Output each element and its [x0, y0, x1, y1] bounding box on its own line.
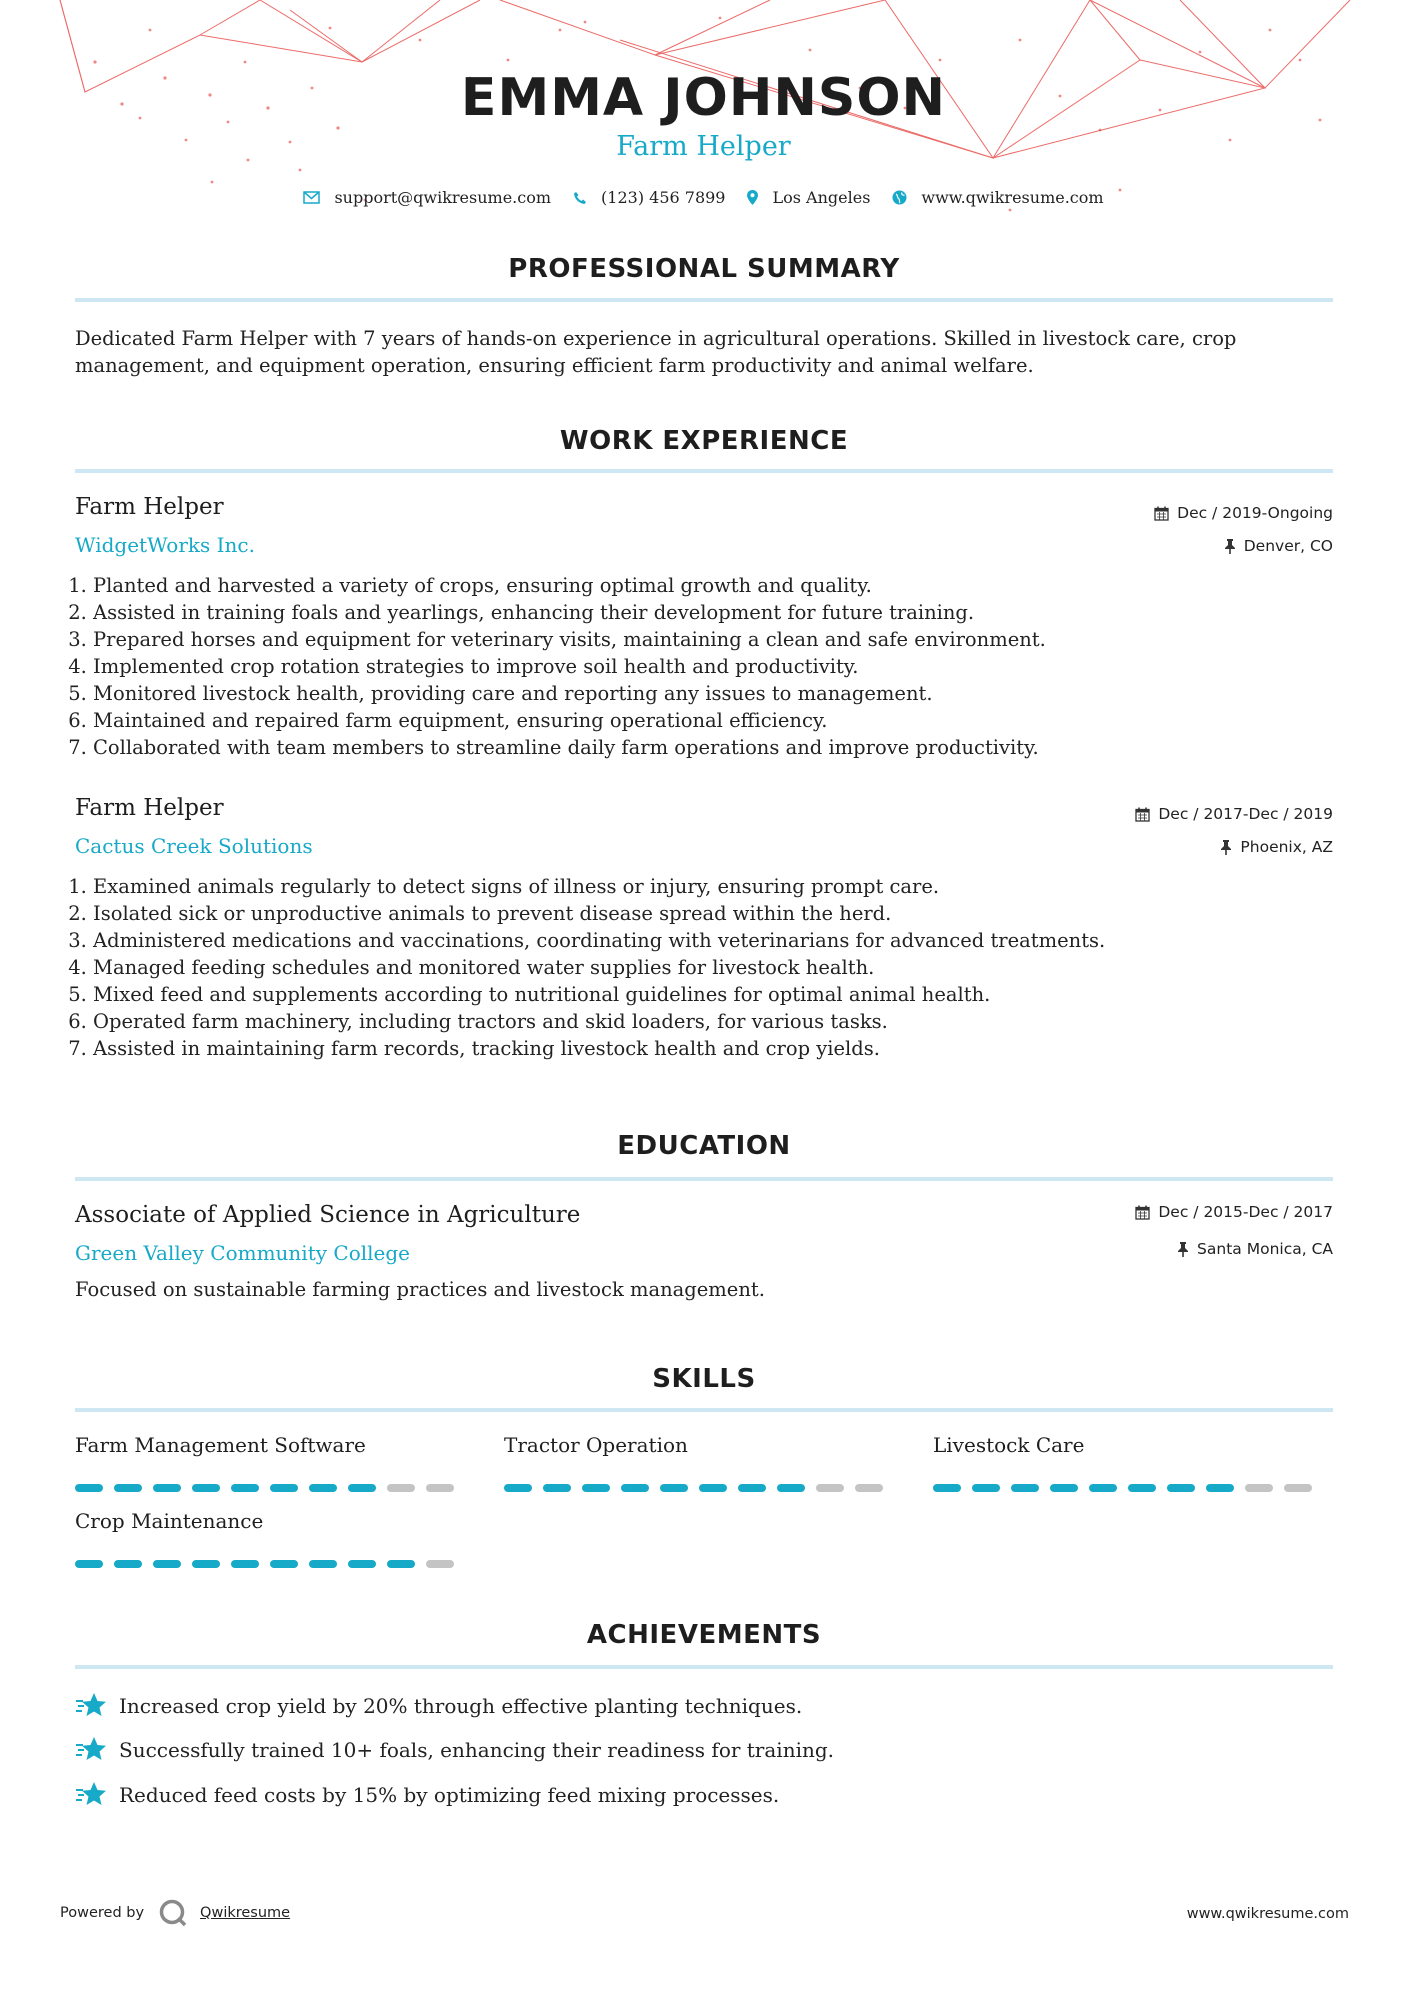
job-location	[1224, 537, 1333, 555]
achievement-item	[75, 1781, 779, 1809]
section-divider	[75, 1408, 1333, 1412]
skill-dash-filled	[192, 1484, 220, 1492]
job-location-text: Denver, CO	[1243, 537, 1333, 555]
skill-dash-empty	[855, 1484, 883, 1492]
education-heading: EDUCATION	[617, 1131, 791, 1161]
phone-text: (123) 456 7899	[601, 188, 726, 207]
calendar-icon	[1135, 807, 1150, 822]
contact-location	[747, 188, 870, 207]
footer-website[interactable]: www.qwikresume.com	[1186, 1906, 1349, 1922]
skill-dash-filled	[660, 1484, 688, 1492]
skill-dash-filled	[504, 1484, 532, 1492]
skill-dash-filled	[1206, 1484, 1234, 1492]
star-icon	[75, 1781, 107, 1809]
list-item: 4. Managed feeding schedules and monitored water supplies for livestock health.	[93, 954, 1293, 981]
section-divider	[75, 469, 1333, 473]
achievements-heading: ACHIEVEMENTS	[586, 1620, 822, 1650]
skill-name: Crop Maintenance	[75, 1509, 264, 1533]
skills-heading: SKILLS	[652, 1364, 756, 1394]
job-title: Farm Helper	[75, 494, 224, 520]
pushpin-icon	[1224, 539, 1236, 554]
summary-heading: PROFESSIONAL SUMMARY	[508, 254, 900, 284]
skill-dash-filled	[153, 1560, 181, 1568]
skill-dash-filled	[348, 1560, 376, 1568]
job-company: WidgetWorks Inc.	[75, 533, 255, 557]
job-company: Cactus Creek Solutions	[75, 834, 313, 858]
education-location-text: Santa Monica, CA	[1197, 1240, 1333, 1258]
skill-dash-filled	[309, 1560, 337, 1568]
skill-dash-filled	[1011, 1484, 1039, 1492]
education-dates-text: Dec / 2015-Dec / 2017	[1158, 1203, 1333, 1221]
job-dates	[1135, 805, 1333, 823]
list-item: 7. Assisted in maintaining farm records, tracking livestock health and crop yields.	[93, 1035, 1293, 1062]
education-location	[1177, 1240, 1333, 1258]
job-location	[1220, 838, 1333, 856]
achievement-item	[75, 1692, 802, 1720]
job-dates-text: Dec / 2019-Ongoing	[1177, 504, 1333, 522]
globe-icon	[892, 190, 907, 205]
skill-level-meter	[75, 1484, 465, 1492]
skill-dash-filled	[1167, 1484, 1195, 1492]
list-item: 2. Isolated sick or unproductive animals to prevent disease spread within the herd.	[93, 900, 1293, 927]
list-item: 7. Collaborated with team members to streamline daily farm operations and improve productivity.	[93, 734, 1293, 761]
footer-powered-by	[60, 1898, 290, 1928]
skill-name: Livestock Care	[933, 1433, 1085, 1457]
job-location-text: Phoenix, AZ	[1240, 838, 1333, 856]
skill-dash-filled	[348, 1484, 376, 1492]
skill-dash-filled	[75, 1560, 103, 1568]
achievement-text: Reduced feed costs by 15% by optimizing feed mixing processes.	[119, 1783, 780, 1807]
location-text: Los Angeles	[772, 188, 871, 207]
candidate-name: EMMA JOHNSON	[460, 68, 947, 128]
skill-dash-filled	[114, 1484, 142, 1492]
education-description: Focused on sustainable farming practices and livestock management.	[75, 1278, 765, 1301]
section-divider	[75, 1665, 1333, 1669]
website-text: www.qwikresume.com	[921, 188, 1104, 207]
achievement-text: Successfully trained 10+ foals, enhancing their readiness for training.	[119, 1738, 835, 1762]
skill-level-meter	[504, 1484, 894, 1492]
candidate-role: Farm Helper	[616, 131, 791, 163]
section-divider	[75, 298, 1333, 302]
list-item: 5. Monitored livestock health, providing care and reporting any issues to management.	[93, 680, 1293, 707]
section-divider	[75, 1177, 1333, 1181]
skill-level-meter	[933, 1484, 1323, 1492]
skill-dash-filled	[582, 1484, 610, 1492]
skill-dash-filled	[972, 1484, 1000, 1492]
achievement-item	[75, 1736, 834, 1764]
email-text: support@qwikresume.com	[334, 188, 552, 207]
skill-dash-filled	[309, 1484, 337, 1492]
education-dates	[1135, 1203, 1333, 1221]
skill-dash-empty	[1245, 1484, 1273, 1492]
skill-dash-empty	[387, 1484, 415, 1492]
skill-dash-filled	[114, 1560, 142, 1568]
powered-by-label: Powered by	[60, 1905, 145, 1921]
job-dates	[1154, 504, 1333, 522]
list-item: 5. Mixed feed and supplements according to nutritional guidelines for optimal animal health.	[93, 981, 1293, 1008]
skill-dash-empty	[1284, 1484, 1312, 1492]
skill-dash-filled	[192, 1560, 220, 1568]
skill-dash-filled	[153, 1484, 181, 1492]
achievement-text: Increased crop yield by 20% through effective planting techniques.	[119, 1694, 803, 1718]
phone-icon	[573, 191, 587, 205]
education-degree: Associate of Applied Science in Agriculture	[75, 1202, 581, 1228]
skill-dash-empty	[426, 1560, 454, 1568]
list-item: 3. Administered medications and vaccinations, coordinating with veterinarians for advanced treatments.	[93, 927, 1293, 954]
list-item: 2. Assisted in training foals and yearlings, enhancing their development for future training.	[93, 599, 1293, 626]
skill-level-meter	[75, 1560, 465, 1568]
qwikresume-link[interactable]: Qwikresume	[200, 1905, 291, 1921]
contact-bar	[0, 188, 1407, 207]
skill-dash-filled	[387, 1560, 415, 1568]
summary-text: Dedicated Farm Helper with 7 years of hands-on experience in agricultural operations. Skilled in livestock care, crop management, and equipment operation, ensuring efficient farm productivity and animal welfare.	[75, 327, 1237, 377]
skill-name: Tractor Operation	[504, 1433, 688, 1457]
star-icon	[75, 1692, 107, 1720]
skill-dash-filled	[75, 1484, 103, 1492]
education-school: Green Valley Community College	[75, 1241, 410, 1265]
list-item: 4. Implemented crop rotation strategies to improve soil health and productivity.	[93, 653, 1293, 680]
skill-dash-filled	[699, 1484, 727, 1492]
skill-dash-empty	[426, 1484, 454, 1492]
contact-website[interactable]	[892, 188, 1103, 207]
job-dates-text: Dec / 2017-Dec / 2019	[1158, 805, 1333, 823]
list-item: 3. Prepared horses and equipment for veterinary visits, maintaining a clean and safe environment.	[93, 626, 1293, 653]
list-item: 6. Maintained and repaired farm equipment, ensuring operational efficiency.	[93, 707, 1293, 734]
skill-dash-filled	[738, 1484, 766, 1492]
skill-dash-filled	[1050, 1484, 1078, 1492]
contact-phone[interactable]	[573, 188, 725, 207]
skill-dash-filled	[270, 1484, 298, 1492]
skill-dash-filled	[543, 1484, 571, 1492]
skill-dash-filled	[933, 1484, 961, 1492]
skill-dash-filled	[231, 1560, 259, 1568]
envelope-icon	[303, 191, 320, 204]
skill-name: Farm Management Software	[75, 1433, 366, 1457]
skill-dash-filled	[1089, 1484, 1117, 1492]
contact-email[interactable]	[303, 188, 551, 207]
calendar-icon	[1154, 506, 1169, 521]
resume-header	[0, 70, 1407, 162]
star-icon	[75, 1736, 107, 1764]
pushpin-icon	[1177, 1242, 1189, 1257]
skill-dash-filled	[1128, 1484, 1156, 1492]
calendar-icon	[1135, 1205, 1150, 1220]
list-item: 1. Examined animals regularly to detect signs of illness or injury, ensuring prompt care.	[93, 873, 1293, 900]
pushpin-icon	[1220, 840, 1232, 855]
job-bullets	[70, 572, 1293, 761]
skill-dash-filled	[231, 1484, 259, 1492]
qwikresume-logo-icon	[158, 1898, 188, 1928]
map-pin-icon	[747, 190, 758, 205]
job-bullets	[70, 873, 1293, 1062]
skill-dash-empty	[816, 1484, 844, 1492]
list-item: 1. Planted and harvested a variety of crops, ensuring optimal growth and quality.	[93, 572, 1293, 599]
experience-heading: WORK EXPERIENCE	[559, 426, 849, 456]
job-title: Farm Helper	[75, 795, 224, 821]
list-item: 6. Operated farm machinery, including tractors and skid loaders, for various tasks.	[93, 1008, 1293, 1035]
skill-dash-filled	[270, 1560, 298, 1568]
skill-dash-filled	[777, 1484, 805, 1492]
skill-dash-filled	[621, 1484, 649, 1492]
